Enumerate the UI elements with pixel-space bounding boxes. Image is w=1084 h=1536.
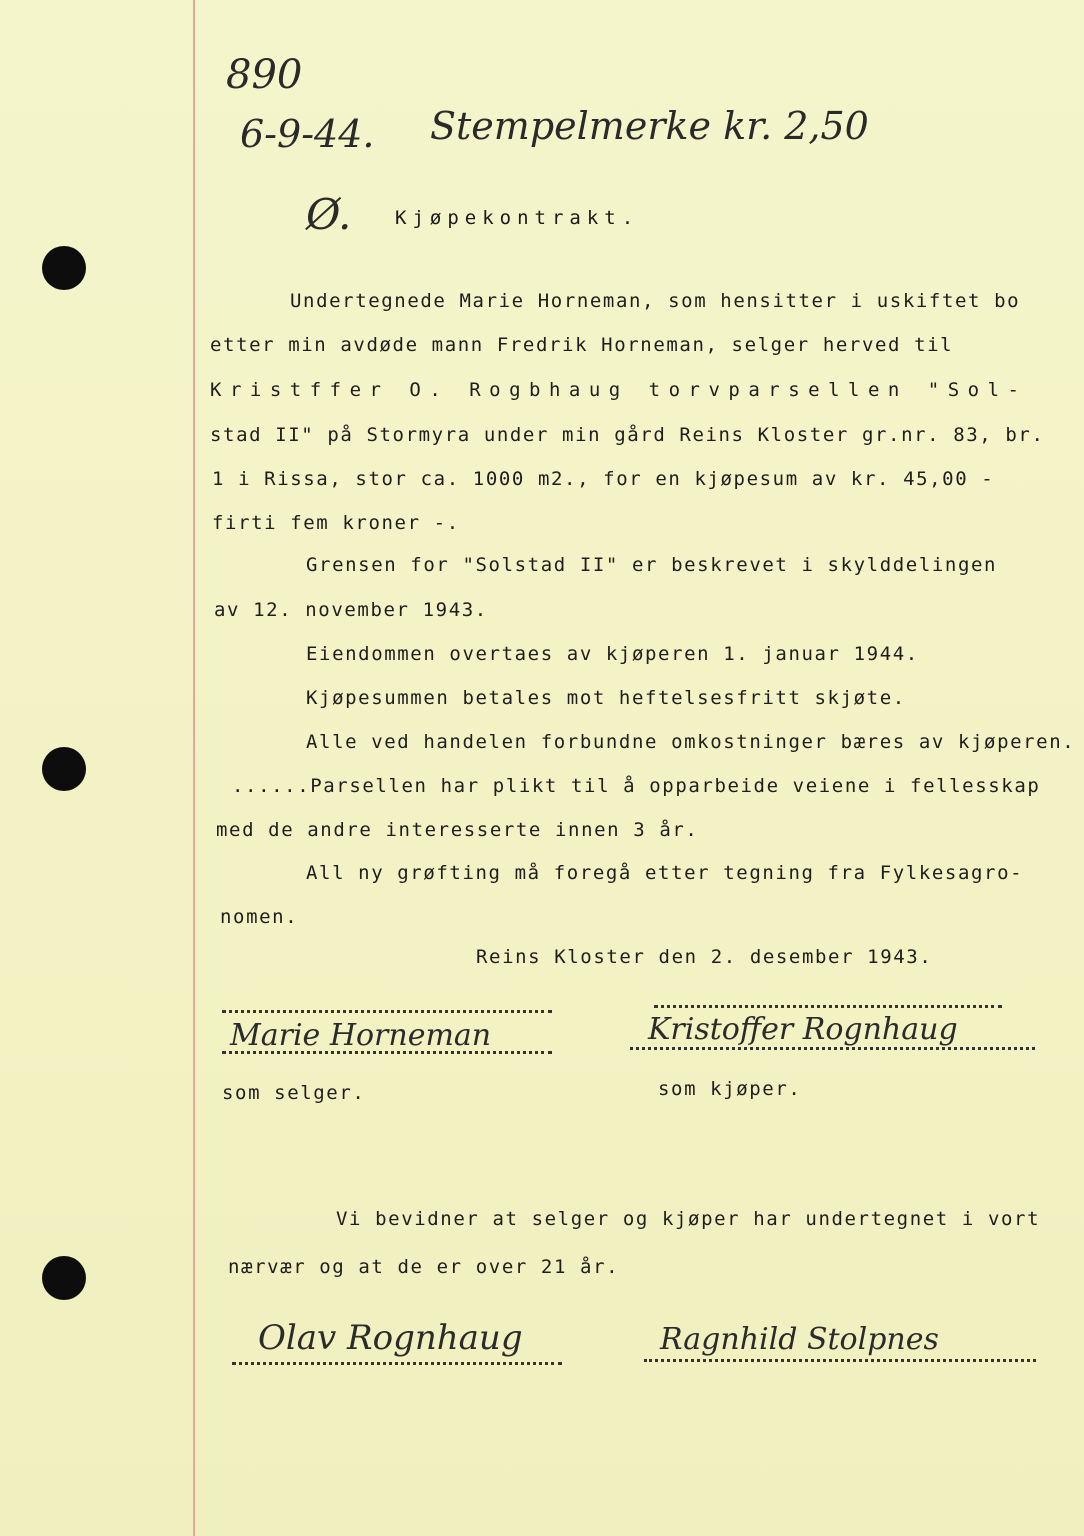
punch-hole-icon — [42, 1256, 86, 1300]
seller-role: som selger. — [222, 1082, 366, 1104]
place-date: Reins Kloster den 2. desember 1943. — [476, 946, 933, 968]
body-line: av 12. november 1943. — [214, 599, 488, 621]
document-title: Kjøpekontrakt. — [395, 207, 640, 229]
witness-1-signature: Olav Rognhaug — [258, 1318, 523, 1358]
body-line: firti fem kroner -. — [212, 512, 460, 534]
witness-1-signature-line — [232, 1362, 562, 1365]
seller-signature: Marie Horneman — [230, 1018, 492, 1053]
body-line: Eiendommen overtaes av kjøperen 1. januar 1944. — [306, 643, 919, 665]
record-number: 890 — [226, 52, 303, 98]
seller-signature-line — [222, 1010, 552, 1013]
body-line: Kjøpesummen betales mot heftelsesfritt skjøte. — [306, 687, 906, 709]
body-line: Undertegnede Marie Horneman, som hensitter i uskiftet bo — [290, 290, 1021, 312]
initial-mark: Ø. — [306, 190, 352, 239]
record-date: 6-9-44. — [240, 112, 375, 156]
body-line: ......Parsellen har plikt til å opparbeide veiene i fellesskap — [232, 775, 1041, 797]
buyer-signature-underline — [630, 1047, 1035, 1050]
margin-rule — [193, 0, 195, 1536]
body-line: etter min avdøde mann Fredrik Horneman, selger herved til — [210, 334, 954, 356]
body-line: med de andre interesserte innen 3 år. — [216, 819, 699, 841]
buyer-signature: Kristoffer Rognhaug — [648, 1012, 958, 1047]
body-line: All ny grøfting må foregå etter tegning fra Fylkesagro- — [306, 862, 1024, 884]
buyer-role: som kjøper. — [658, 1078, 802, 1100]
buyer-signature-line — [654, 1005, 1002, 1008]
stamp-duty-note: Stempelmerke kr. 2,50 — [430, 104, 869, 148]
punch-hole-icon — [42, 747, 86, 791]
witness-statement: Vi bevidner at selger og kjøper har undertegnet i vort — [336, 1208, 1041, 1230]
punch-hole-icon — [42, 246, 86, 290]
witness-2-signature: Ragnhild Stolpnes — [660, 1322, 939, 1357]
body-line: nomen. — [220, 906, 299, 928]
witness-statement: nærvær og at de er over 21 år. — [228, 1256, 620, 1278]
body-line: 1 i Rissa, stor ca. 1000 m2., for en kjøpesum av kr. 45,00 - — [212, 468, 995, 490]
body-line: Grensen for "Solstad II" er beskrevet i skylddelingen — [306, 554, 998, 576]
body-line: stad II" på Stormyra under min gård Reins Kloster gr.nr. 83, br. — [210, 424, 1045, 446]
body-line: Alle ved handelen forbundne omkostninger bæres av kjøperen. — [306, 731, 1076, 753]
witness-2-signature-line — [644, 1359, 1036, 1362]
body-line: Kristffer O. Rogbhaug torvparsellen "Sol- — [210, 379, 1028, 401]
